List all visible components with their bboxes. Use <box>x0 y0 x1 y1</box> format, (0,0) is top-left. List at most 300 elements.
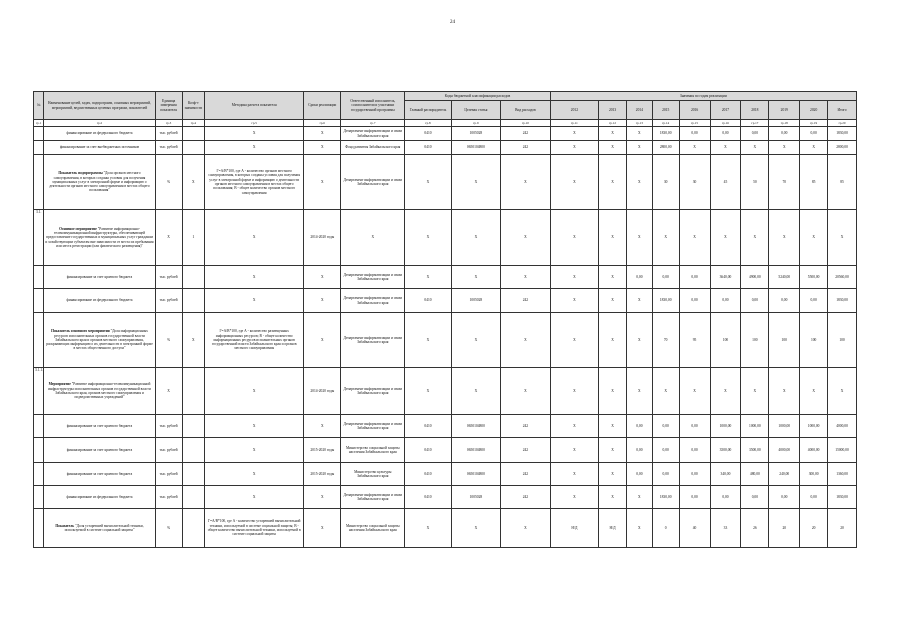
table-cell: X <box>155 368 182 415</box>
table-cell: X <box>304 313 341 368</box>
table-cell: X <box>626 509 652 548</box>
table-cell: 0,00 <box>741 127 769 141</box>
table-cell: X <box>626 210 652 266</box>
table-cell: 240,00 <box>769 463 800 486</box>
table-cell: X <box>550 463 598 486</box>
table-cell: тыс. рублей <box>155 486 182 509</box>
table-cell: X <box>550 210 598 266</box>
table-cell: 0,00 <box>769 486 800 509</box>
table-cell: X <box>451 509 501 548</box>
table-cell: X <box>550 141 598 155</box>
column-number-cell: гр.20 <box>828 120 857 127</box>
table-cell: X <box>550 266 598 289</box>
table-cell: 20560,00 <box>828 266 857 289</box>
table-cell: X <box>741 210 769 266</box>
column-number-cell: гр.3 <box>155 120 182 127</box>
subheader-cell: Главный распорядитель <box>405 101 451 120</box>
table-cell: 95 <box>679 313 710 368</box>
table-cell: финансирование за счет краевого бюджета <box>44 415 155 438</box>
year-cell: 2018 <box>741 101 769 120</box>
table-cell: Г=А/В*100, где А - количество размещенных информационных ресурсов; В - общее количество информационных ресурсов исполнительных органов государственной власти Забайкальского края и органов местного самоуправления <box>205 313 304 368</box>
table-cell: 0650104800 <box>451 415 501 438</box>
table-cell: X <box>304 127 341 141</box>
table-cell: Департамент информатизации и связи Забайкальского края <box>341 368 405 415</box>
table-cell: X <box>405 368 451 415</box>
table-cell: 100 <box>741 313 769 368</box>
table-cell: Департамент информатизации и связи Забайкальского края <box>341 155 405 210</box>
table-row <box>34 486 857 509</box>
table-cell: Фонд развития Забайкальского края <box>341 141 405 155</box>
table-cell: Департамент информатизации и связи Забайкальского края <box>341 486 405 509</box>
subheader-cell: Вид расходов <box>501 101 551 120</box>
table-cell: тыс. рублей <box>155 289 182 313</box>
table-cell: X <box>769 210 800 266</box>
table-cell <box>182 438 205 463</box>
table-cell: 70 <box>652 313 679 368</box>
table-cell: 0,00 <box>652 463 679 486</box>
column-number-cell: гр.13 <box>626 120 652 127</box>
table-cell: 20 <box>828 509 857 548</box>
table-cell <box>34 289 44 313</box>
table-cell: 26 <box>741 509 769 548</box>
table-cell: финансирование за счет краевого бюджета <box>44 438 155 463</box>
table-cell: X <box>451 210 501 266</box>
table-cell: X <box>304 155 341 210</box>
table-cell: X <box>710 141 741 155</box>
table-cell: 0,00 <box>679 463 710 486</box>
table-cell: X <box>828 368 857 415</box>
table-cell: 1005028 <box>451 127 501 141</box>
table-cell: X <box>501 266 551 289</box>
table-cell: 242 <box>501 438 551 463</box>
table-cell: 15000,00 <box>828 438 857 463</box>
table-cell: X <box>182 155 205 210</box>
table-cell: 0410 <box>405 289 451 313</box>
column-number-cell: гр.15 <box>679 120 710 127</box>
table-cell: финансирование за счет краевого бюджета <box>44 266 155 289</box>
column-number-cell: гр.19 <box>800 120 828 127</box>
table-cell: 0,00 <box>652 415 679 438</box>
table-cell: X <box>451 155 501 210</box>
table-cell: X <box>451 313 501 368</box>
column-number-cell: гр.18 <box>769 120 800 127</box>
table-cell <box>182 141 205 155</box>
table-cell: X <box>599 438 627 463</box>
table-cell: % <box>155 509 182 548</box>
table-cell: 3.1.1. <box>34 368 44 415</box>
table-cell: X <box>205 486 304 509</box>
table-cell: X <box>405 313 451 368</box>
table-cell: 0,00 <box>652 266 679 289</box>
table-cell: X <box>405 509 451 548</box>
table-cell: X <box>501 368 551 415</box>
table-cell: X <box>550 486 598 509</box>
column-number-cell: гр.9 <box>451 120 501 127</box>
table-cell: X <box>304 266 341 289</box>
table-cell: X <box>501 210 551 266</box>
table-cell <box>182 289 205 313</box>
table-cell: X <box>304 141 341 155</box>
table-cell: 85 <box>800 155 828 210</box>
table-cell: 0,00 <box>679 486 710 509</box>
year-cell: 2017 <box>710 101 741 120</box>
table-cell: X <box>769 141 800 155</box>
table-row <box>34 415 857 438</box>
year-cell: 2013 <box>599 101 627 120</box>
table-cell: X <box>501 313 551 368</box>
year-cell: Итого <box>828 101 857 120</box>
table-cell <box>34 438 44 463</box>
table-cell: X <box>626 313 652 368</box>
table-cell: 20 <box>800 509 828 548</box>
table-cell: 242 <box>501 141 551 155</box>
table-cell: X <box>599 463 627 486</box>
table-cell: X <box>550 438 598 463</box>
header-cell: Сроки реализации <box>304 92 341 120</box>
table-cell: 1000,00 <box>741 415 769 438</box>
table-cell: X <box>550 368 598 415</box>
table-cell: 3.1. <box>34 210 44 266</box>
table-cell: Министерство культуры Забайкальского края <box>341 463 405 486</box>
table-cell: 0,00 <box>626 266 652 289</box>
table-cell: 4000,00 <box>800 438 828 463</box>
table-cell: финансирование из федерального бюджета <box>44 289 155 313</box>
table-cell: Министерство социальной защиты населения Забайкальского края <box>341 509 405 548</box>
table-cell: Департамент информатизации и связи Забайкальского края <box>341 266 405 289</box>
header-cell: Значения по годам реализации <box>550 92 856 101</box>
table-cell: 20 <box>769 509 800 548</box>
table-cell: 1830,00 <box>652 486 679 509</box>
table-cell <box>34 141 44 155</box>
table-cell: Департамент информатизации и связи Забайкальского края <box>341 415 405 438</box>
table-cell <box>182 266 205 289</box>
table-cell: 0,00 <box>769 127 800 141</box>
table-cell: 0,00 <box>679 415 710 438</box>
table-cell: 100 <box>769 313 800 368</box>
table-cell: X <box>599 486 627 509</box>
table-cell: X <box>451 266 501 289</box>
header-cell: Ответственный исполнитель, соисполнители и участники государственной программы <box>341 92 405 120</box>
table-cell: X <box>710 368 741 415</box>
table-cell: 242 <box>501 127 551 141</box>
table-row <box>34 438 857 463</box>
table-cell: X <box>451 368 501 415</box>
table-cell <box>182 509 205 548</box>
table-cell: 0,00 <box>626 438 652 463</box>
table-cell: Основное мероприятие "Развитие информационно-телекоммуникационной инфраструктуры, обеспечивающей предоставление государственных и муниципальных услуг гражданам и хозяйствующим субъектам вне зависимости от места их пребывания или места регистрации (или фактического размещения)" <box>44 210 155 266</box>
table-cell: 0,00 <box>679 266 710 289</box>
year-cell: 2019 <box>769 101 800 120</box>
column-number-cell: гр.8 <box>405 120 451 127</box>
year-cell: 2015 <box>652 101 679 120</box>
table-cell <box>34 463 44 486</box>
table-cell: 0410 <box>405 415 451 438</box>
table-cell: 242 <box>501 486 551 509</box>
table-cell: 0410 <box>405 141 451 155</box>
table-cell: X <box>679 210 710 266</box>
table-cell: X <box>304 289 341 313</box>
table-cell: X <box>626 127 652 141</box>
table-cell: 30 <box>679 155 710 210</box>
table-cell: 0,00 <box>710 289 741 313</box>
table-cell: 0,00 <box>741 289 769 313</box>
table-cell: X <box>205 463 304 486</box>
table-cell: 0410 <box>405 463 451 486</box>
year-cell: 2014 <box>626 101 652 120</box>
table-cell: X <box>599 415 627 438</box>
table-cell: 242 <box>501 289 551 313</box>
table-cell: 0,00 <box>679 127 710 141</box>
table-cell: X <box>626 141 652 155</box>
table-row <box>34 266 857 289</box>
table-cell: 45 <box>710 155 741 210</box>
table-cell: финансирование из федерального бюджета <box>44 486 155 509</box>
table-cell: 0,00 <box>800 127 828 141</box>
table-cell: 3500,00 <box>741 438 769 463</box>
table-cell: 2800,00 <box>652 141 679 155</box>
table-cell <box>182 486 205 509</box>
table-cell <box>182 368 205 415</box>
table-cell: X <box>626 368 652 415</box>
table-row <box>34 141 857 155</box>
table-cell: X <box>155 210 182 266</box>
table-cell: 1360,00 <box>828 463 857 486</box>
table-cell: 5240,00 <box>769 266 800 289</box>
table-cell: X <box>599 368 627 415</box>
table-cell: X <box>550 415 598 438</box>
table-cell: Н/Д <box>550 509 598 548</box>
column-number-cell: гр.7 <box>341 120 405 127</box>
table-cell: 100 <box>800 313 828 368</box>
table-row <box>34 313 857 368</box>
table-cell: Г=А/В*100, где А - количество органов местного самоуправления, в которых созданы условия для получения услуг в электронной форме и информацию о деятельности органов местного самоуправления в местах общего пользования; В - общее количество органов местного самоуправления <box>205 155 304 210</box>
table-cell: 1 <box>182 210 205 266</box>
table-cell: 0,00 <box>652 438 679 463</box>
table-cell: X <box>501 509 551 548</box>
table-cell: 1000,00 <box>800 415 828 438</box>
table-cell: X <box>599 127 627 141</box>
table-cell: Министерство социальной защиты населения Забайкальского края <box>341 438 405 463</box>
table-cell: 0 <box>652 509 679 548</box>
table-cell: 1830,00 <box>828 289 857 313</box>
table-cell: 0,00 <box>769 289 800 313</box>
table-cell: 70 <box>769 155 800 210</box>
table-cell: % <box>155 313 182 368</box>
table-cell: 1830,00 <box>652 289 679 313</box>
table-cell: Показатель "Доля устаревшей вычислительной техники, используемой в системе социальной защиты" <box>44 509 155 548</box>
table-cell: 85 <box>828 155 857 210</box>
table-cell: 30 <box>652 155 679 210</box>
header-cell: Наименование целей, задач, подпрограмм, основных мероприятий, мероприятий, ведомственных целевых программ, показателей <box>44 92 155 120</box>
table-cell: 4900,00 <box>741 266 769 289</box>
table-cell: 0,00 <box>710 127 741 141</box>
table-cell: 1830,00 <box>652 127 679 141</box>
table-cell: X <box>550 289 598 313</box>
table-cell: 0650104800 <box>451 438 501 463</box>
header-cell: № <box>34 92 44 120</box>
table-cell: 2015-2020 годы <box>304 463 341 486</box>
table-cell <box>182 463 205 486</box>
table-cell: 5500,00 <box>800 266 828 289</box>
column-number-cell: гр.14 <box>652 120 679 127</box>
column-number-cell: гр.1 <box>34 120 44 127</box>
table-cell: X <box>626 155 652 210</box>
table-cell: 40 <box>679 509 710 548</box>
table-cell: 242 <box>501 463 551 486</box>
year-cell: 2012 <box>550 101 598 120</box>
table-cell <box>34 486 44 509</box>
table-cell: 1830,00 <box>828 486 857 509</box>
table-cell: % <box>155 155 182 210</box>
table-cell: 33 <box>710 509 741 548</box>
table-cell: тыс. рублей <box>155 463 182 486</box>
table-cell: 100 <box>710 313 741 368</box>
table-cell: X <box>182 313 205 368</box>
table-cell: финансирование за счет внебюджетных источников <box>44 141 155 155</box>
column-number-cell: гр.5 <box>205 120 304 127</box>
table-cell <box>182 127 205 141</box>
table-row <box>34 463 857 486</box>
table-cell: X <box>652 368 679 415</box>
budget-table <box>33 91 857 548</box>
table-cell: X <box>599 266 627 289</box>
table-cell: X <box>741 141 769 155</box>
table-cell <box>182 415 205 438</box>
table-row <box>34 509 857 548</box>
table-cell: тыс. рублей <box>155 127 182 141</box>
table-cell: X <box>501 155 551 210</box>
table-cell: 0,00 <box>626 415 652 438</box>
header-cell: Коды бюджетной классификации расходов <box>405 92 550 101</box>
table-cell: 1000,00 <box>769 415 800 438</box>
table-cell: X <box>405 155 451 210</box>
table-cell: X <box>205 368 304 415</box>
column-number-cell: гр.10 <box>501 120 551 127</box>
table-cell: тыс. рублей <box>155 415 182 438</box>
table-cell: X <box>550 313 598 368</box>
table-row <box>34 127 857 141</box>
header-row <box>34 92 857 101</box>
table-cell: 0,00 <box>679 289 710 313</box>
page-number: 24 <box>450 20 455 25</box>
table-cell: X <box>769 368 800 415</box>
table-cell: 100 <box>828 313 857 368</box>
table-cell: 0,00 <box>800 289 828 313</box>
table-cell <box>34 266 44 289</box>
column-number-cell: гр.4 <box>182 120 205 127</box>
table-cell: X <box>205 289 304 313</box>
table-cell: X <box>550 155 598 210</box>
column-number-cell: гр.16 <box>710 120 741 127</box>
table-cell: 0410 <box>405 486 451 509</box>
year-cell: 2020 <box>800 101 828 120</box>
table-cell: 2014-2020 годы <box>304 210 341 266</box>
table-row <box>34 368 857 415</box>
table-cell: X <box>341 210 405 266</box>
column-number-cell: гр.2 <box>44 120 155 127</box>
table-cell: X <box>626 289 652 313</box>
table-cell: Н/Д <box>599 509 627 548</box>
table-cell: X <box>205 210 304 266</box>
table-cell: 0,00 <box>679 438 710 463</box>
table-cell <box>34 313 44 368</box>
table-cell: X <box>405 210 451 266</box>
table-cell: 242 <box>501 415 551 438</box>
table-cell: X <box>800 368 828 415</box>
table-cell: финансирование за счет краевого бюджета <box>44 463 155 486</box>
table-cell: X <box>205 266 304 289</box>
table-cell <box>34 415 44 438</box>
table-cell: финансирование из федерального бюджета <box>44 127 155 141</box>
table-cell: 3500,00 <box>710 438 741 463</box>
table-cell: 480,00 <box>741 463 769 486</box>
table-cell: 2800,00 <box>828 141 857 155</box>
header-cell: Единица измерения показателя <box>155 92 182 120</box>
table-cell: 4000,00 <box>828 415 857 438</box>
column-number-cell: гр.6 <box>304 120 341 127</box>
table-cell: Мероприятие "Развитие информационно-телекоммуникационной инфраструктуры исполнительных органов государственной власти Забайкальского края, органов местного самоуправления и подведомственных учреждений" <box>44 368 155 415</box>
table-cell: 1000,00 <box>710 415 741 438</box>
table-cell: Г=А/В*100, где А - количество устаревшей вычислительной техники, используемой в системе социальной защиты; В - общее количество вычислительной техники, используемой в системе социальной защиты <box>205 509 304 548</box>
table-cell: X <box>626 486 652 509</box>
table-cell: 0650104800 <box>451 141 501 155</box>
table-cell: X <box>599 289 627 313</box>
table-cell: Департамент информатизации и связи Забайкальского края <box>341 289 405 313</box>
table-cell: X <box>800 141 828 155</box>
table-cell: X <box>550 127 598 141</box>
table-cell: тыс. рублей <box>155 141 182 155</box>
table-cell: 0410 <box>405 438 451 463</box>
table-cell: X <box>652 210 679 266</box>
table-cell: 340,00 <box>710 463 741 486</box>
table-cell: X <box>405 266 451 289</box>
header-cell: Коэф-т значимости <box>182 92 205 120</box>
year-cell: 2016 <box>679 101 710 120</box>
table-cell <box>34 155 44 210</box>
table-cell: 2014-2020 годы <box>304 368 341 415</box>
table-cell: X <box>741 368 769 415</box>
column-number-cell: гр.11 <box>550 120 598 127</box>
subheader-cell: Целевая статья <box>451 101 501 120</box>
table-cell: 4000,00 <box>769 438 800 463</box>
table-cell: X <box>304 509 341 548</box>
table-cell: X <box>205 127 304 141</box>
table-cell: X <box>828 210 857 266</box>
table-cell <box>34 509 44 548</box>
table-cell: 0,00 <box>741 486 769 509</box>
table-cell: Департамент информатизации и связи Забайкальского края <box>341 313 405 368</box>
table-cell: X <box>679 141 710 155</box>
table-cell: Показатель подпрограммы "Доля органов местного самоуправления, в которых созданы условия для получения муниципальных услуг в электронной форме и информацию о деятельности органов местного самоуправления в местах общего пользования" <box>44 155 155 210</box>
table-cell: X <box>710 210 741 266</box>
column-number-cell: гр.17 <box>741 120 769 127</box>
table-cell: X <box>679 368 710 415</box>
table-row <box>34 210 857 266</box>
table-cell: 0,00 <box>710 486 741 509</box>
table-cell: X <box>304 486 341 509</box>
table-cell: 3640,00 <box>710 266 741 289</box>
column-number-row <box>34 120 857 127</box>
table-cell: 0,00 <box>800 486 828 509</box>
table-cell: 1005028 <box>451 486 501 509</box>
table-cell: X <box>304 415 341 438</box>
table-cell: 50 <box>741 155 769 210</box>
table-cell: 1830,00 <box>828 127 857 141</box>
header-cell: Методика расчета показателя <box>205 92 304 120</box>
table-cell: X <box>205 438 304 463</box>
table-cell: 0650104800 <box>451 463 501 486</box>
table-row <box>34 289 857 313</box>
